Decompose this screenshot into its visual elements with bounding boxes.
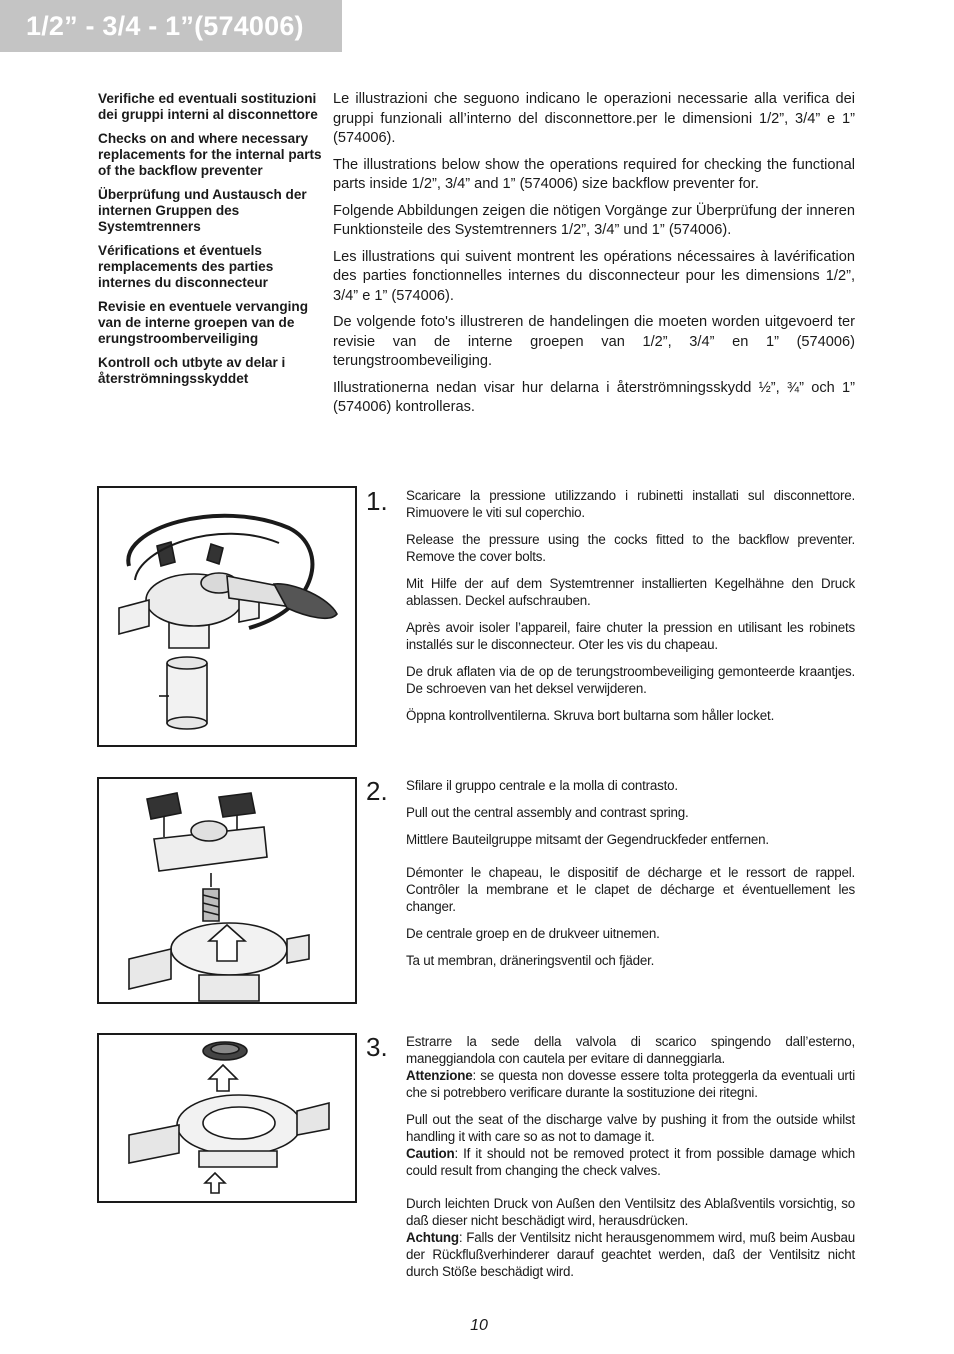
section-headings <box>98 91 326 395</box>
step-number-3: 3. <box>366 1032 388 1062</box>
step3-en-warning: Caution: If it should not be removed protect it from possible damage which could result from changing the check valves. <box>406 1146 855 1178</box>
central-assembly-removal-drawing <box>99 779 355 1002</box>
page-title: 1/2” - 3/4 - 1”(574006) <box>0 0 342 52</box>
step1-fr: Après avoir isoler l’appareil, faire chuter la pression en utilisant les robinets installés sur le disconnecteur. Oter les vis du chapeau. <box>406 620 855 652</box>
step1-nl: De druk aflaten via de op de terungstroombeveiliging gemonteerde kraantjes. De schroeven van het deksel verwijderen. <box>406 664 855 696</box>
step2-it: Sfilare il gruppo centrale e la molla di contrasto. <box>406 778 678 793</box>
step1-illustration <box>97 486 357 747</box>
step1-text <box>406 487 855 734</box>
heading-de: Überprüfung und Austausch der internen Gruppen des Systemtrenners <box>98 187 307 234</box>
intro-nl: De volgende foto's illustreren de handelingen die moeten worden uitgevoerd ter revisie van de interne groepen van 1/2”, 3/4” en 1” (574006) terungstroombeveiliging. <box>333 314 855 369</box>
heading-sv: Kontroll och utbyte av delar i återströmningsskyddet <box>98 355 286 386</box>
step3-en-label: Caution <box>406 1146 455 1161</box>
heading-it: Verifiche ed eventuali sostituzioni dei gruppi interni al disconnettore <box>98 91 318 122</box>
step1-sv: Öppna kontrollventilerna. Skruva bort bultarna som håller locket. <box>406 708 775 723</box>
step1-it: Scaricare la pressione utilizzando i rubinetti installati sul disconnettore. Rimuovere le viti sul coperchio. <box>406 488 855 520</box>
step-number-2: 2. <box>366 776 388 806</box>
step2-fr: Démonter le chapeau, le dispositif de décharge et le ressort de rappel. Contrôler la membrane et le clapet de décharge et éventuellement les changer. <box>406 865 855 914</box>
step3-de: Durch leichten Druck von Außen den Ventilsitz des Ablaßventils vorsichtig, so daß dieser nicht beschädigt wird, herausdrücken. <box>406 1196 855 1228</box>
heading-en: Checks on and where necessary replacements for the internal parts of the backflow preventer <box>98 131 322 178</box>
intro-text <box>333 90 855 425</box>
step2-nl: De centrale groep en de drukveer uitnemen. <box>406 926 660 941</box>
step3-it-warning: Attenzione: se questa non dovesse essere tolta proteggerla da eventuali urti che si potrebbero verificare durante la sostituzione dei ritegni. <box>406 1068 855 1100</box>
step2-illustration <box>97 777 357 1004</box>
step1-en: Release the pressure using the cocks fitted to the backflow preventer. Remove the cover bolts. <box>406 532 855 564</box>
step-number-1: 1. <box>366 486 388 516</box>
heading-nl: Revisie en eventuele vervanging van de interne groepen van de erungstroomberveiliging <box>98 299 309 346</box>
step2-en: Pull out the central assembly and contrast spring. <box>406 805 689 820</box>
step2-text <box>406 777 855 979</box>
intro-de: Folgende Abbildungen zeigen die nötigen Vorgänge zur Überprüfung der inneren Funktionsteile des Systemtrenners 1/2”, 3/4” und 1” (574006). <box>333 202 855 238</box>
step2-sv: Ta ut membran, dräneringsventil och fjäder. <box>406 953 655 968</box>
step3-text <box>406 1033 855 1290</box>
page-number: 10 <box>470 1317 488 1334</box>
step1-de: Mit Hilfe der auf dem Systemtrenner installierten Kegelhähne den Druck ablassen. Deckel aufschrauben. <box>406 576 855 608</box>
step3-it: Estrarre la sede della valvola di scarico spingendo dall’esterno, maneggiandola con cautela per evitare di danneggiarla. <box>406 1034 855 1066</box>
step3-de-warning: Achtung: Falls der Ventilsitz nicht herausgenommem wird, muß beim Ausbau der Rückflußverhinderer darauf geachtet werden, daß der Ventilsitz nicht durch Stöße beschädigt wird. <box>406 1230 855 1279</box>
intro-fr: Les illustrations qui suivent montrent les opérations nécessaires à lavérification des parties fonctionnelles internes du disconnecteur pour les dimensions 1/2”, 3/4” e 1” (574006). <box>333 248 855 304</box>
step3-illustration <box>97 1033 357 1203</box>
step3-it-label: Attenzione <box>406 1068 473 1083</box>
step3-de-label: Achtung <box>406 1230 459 1245</box>
step3-en: Pull out the seat of the discharge valve by pushing it from the outside whilst handling it with care so as not to damage it. <box>406 1112 855 1144</box>
intro-it: Le illustrazioni che seguono indicano le operazioni necessarie alla verifica dei gruppi funzionali all’interno del disconnettore.per le dimensioni 1/2”, 3/4” e 1” (574006). <box>333 91 855 146</box>
step2-de: Mittlere Bauteilgruppe mitsamt der Gegendruckfeder entfernen. <box>406 832 769 847</box>
valve-seat-extraction-drawing <box>99 1035 355 1201</box>
heading-fr: Vérifications et éventuels remplacements des parties internes du disconnecteur <box>98 243 274 290</box>
intro-sv: Illustrationerna nedan visar hur delarna i återströmningsskydd ½”, ¾” och 1” (574006) kontrolleras. <box>333 379 855 415</box>
wrench-on-valve-drawing <box>99 488 355 745</box>
intro-en: The illustrations below show the operations required for checking the functional parts inside 1/2”, 3/4” and 1” (574006) size backflow preventer for. <box>333 156 855 192</box>
